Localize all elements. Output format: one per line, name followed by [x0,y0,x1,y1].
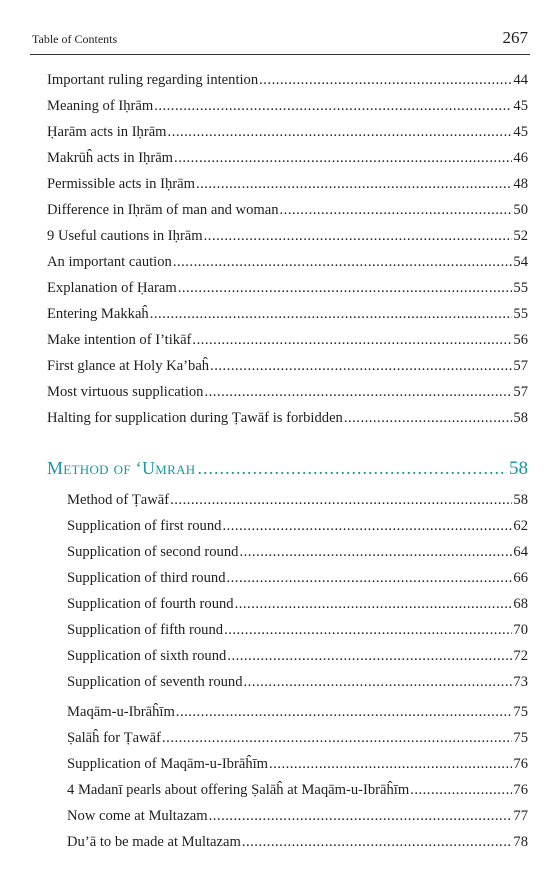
toc-entry[interactable] [47,382,528,402]
toc-entry-page: 62 [513,518,528,534]
toc-entry-label: Makrūĥ acts in Iḥrām [47,150,174,166]
toc-entry-label: Make intention of I’tikāf [47,332,192,348]
toc-entry-label: Explanation of Ḥaram [47,280,177,296]
toc-entry-label: Supplication of Maqām-u-Ibrāĥīm [67,756,269,772]
toc-entry[interactable] [47,252,528,272]
toc-entry-page: 55 [513,280,528,296]
toc-entry-page: 46 [513,150,528,166]
toc-entry-label: 4 Madanī pearls about offering Ṣalāĥ at Maqām-u-Ibrāĥīm [67,782,410,798]
toc-entry-page: 68 [513,596,528,612]
toc-entry-label: Du’ā to be made at Multazam [67,834,241,850]
toc-entry-page: 54 [513,254,528,270]
toc-entry[interactable] [47,278,528,298]
toc-entry-page: 50 [513,202,528,218]
toc-subentry[interactable] [67,728,528,748]
dot-leader [239,542,512,562]
toc-entry-page: 76 [513,782,528,798]
chapter-heading[interactable] [47,456,528,481]
toc-entry-label: Supplication of third round [67,570,226,586]
toc-entry-page: 58 [513,410,528,426]
dot-leader [209,806,513,826]
page-header [30,26,530,55]
toc-entry-label: 9 Useful cautions in Iḥrām [47,228,203,244]
dot-leader [174,148,512,168]
toc-entry-page: 48 [513,176,528,192]
toc-entry-page: 45 [513,124,528,140]
toc-entry-page: 75 [513,730,528,746]
toc-entry-page: 78 [513,834,528,850]
toc-entry-page: 57 [513,358,528,374]
toc-entry-label: Supplication of fourth round [67,596,234,612]
toc-entry-label: Most virtuous supplication [47,384,204,400]
toc-entry-label: Supplication of first round [67,518,222,534]
chapter-title: Method of ‘Umrah [47,458,196,478]
dot-leader [235,594,513,614]
dot-leader [224,620,512,640]
toc-entry-page: 76 [513,756,528,772]
dot-leader [410,780,512,800]
toc-entry-page: 73 [513,674,528,690]
toc-entry-page: 70 [513,622,528,638]
page-number: 267 [502,28,528,47]
toc-entry-label: Supplication of fifth round [67,622,224,638]
dot-leader [154,96,512,116]
toc-subentry[interactable] [67,568,528,588]
toc-entry[interactable] [47,148,528,168]
toc-entry-page: 52 [513,228,528,244]
dot-leader [162,728,512,748]
toc-entry-page: 44 [513,72,528,88]
dot-leader [269,754,512,774]
toc-entry-label: Permissible acts in Iḥrām [47,176,195,192]
toc-entry-page: 64 [513,544,528,560]
toc-entry[interactable] [47,408,528,428]
toc-entry[interactable] [47,356,528,376]
toc-subentry[interactable] [67,620,528,640]
dot-leader [280,200,513,220]
dot-leader [173,252,513,272]
dot-leader [204,226,513,246]
dot-leader [196,174,512,194]
toc-entry[interactable] [47,200,528,220]
toc-entry-label: Supplication of second round [67,544,239,560]
toc-entry-page: 66 [513,570,528,586]
toc-entry-label: Halting for supplication during Ṭawāf is forbidden [47,410,343,426]
toc-entry-page: 77 [513,808,528,824]
toc-entry-label: Supplication of seventh round [67,674,243,690]
toc-subentry[interactable] [67,646,528,666]
toc-entry-label: Supplication of sixth round [67,648,227,664]
toc-entry-label: Entering Makkaĥ [47,306,149,322]
toc-entry-page: 58 [513,492,528,508]
dot-leader [244,672,513,692]
toc-entry[interactable] [47,330,528,350]
toc-subentry[interactable] [67,542,528,562]
toc-subentry[interactable] [67,490,528,510]
toc-entry-page: 55 [513,306,528,322]
toc-entry-label: Now come at Multazam [67,808,208,824]
toc-entry-label: An important caution [47,254,172,270]
toc-entry-page: 72 [513,648,528,664]
dot-leader [344,408,513,428]
dot-leader [176,702,513,722]
dot-leader [170,490,512,510]
dot-leader [178,278,513,298]
toc-entry-page: 57 [513,384,528,400]
toc-entry-label: Important ruling regarding intention [47,72,259,88]
dot-leader [150,304,513,324]
toc-entry[interactable] [47,174,528,194]
dot-leader [204,382,512,402]
toc-entry-label: First glance at Holy Ka’baĥ [47,358,210,374]
running-title: Table of Contents [32,32,118,46]
toc-entry[interactable] [47,226,528,246]
toc-subentry[interactable] [67,806,528,826]
toc-entry[interactable] [47,70,528,90]
dot-leader [259,70,512,90]
dot-leader [192,330,512,350]
dot-leader [210,356,512,376]
toc-entry-page: 75 [513,704,528,720]
toc-entry-label: Ḥarām acts in Iḥrām [47,124,167,140]
toc-entry[interactable] [47,96,528,116]
dot-leader [227,568,513,588]
dot-leader [227,646,512,666]
toc-entry-label: Meaning of Iḥrām [47,98,154,114]
toc-subentry[interactable] [67,702,528,722]
chapter-page: 58 [509,458,528,479]
toc-entry[interactable] [47,304,528,324]
dot-leader [222,516,512,536]
toc-entry-label: Ṣalāĥ for Ṭawāf [67,730,162,746]
dot-leader [197,456,507,480]
toc-subentry[interactable] [67,780,528,800]
dot-leader [168,122,513,142]
toc-entry-label: Difference in Iḥrām of man and woman [47,202,279,218]
toc-subentry[interactable] [67,594,528,614]
dot-leader [242,832,513,852]
toc-entry-page: 56 [513,332,528,348]
toc-subentry[interactable] [67,754,528,774]
toc-entry-page: 45 [513,98,528,114]
toc-entry[interactable] [47,122,528,142]
toc-entry-label: Maqām-u-Ibrāĥīm [67,704,175,720]
toc-subentry[interactable] [67,832,528,852]
toc-subentry[interactable] [67,672,528,692]
toc-entry-label: Method of Ṭawāf [67,492,170,508]
toc-subentry[interactable] [67,516,528,536]
